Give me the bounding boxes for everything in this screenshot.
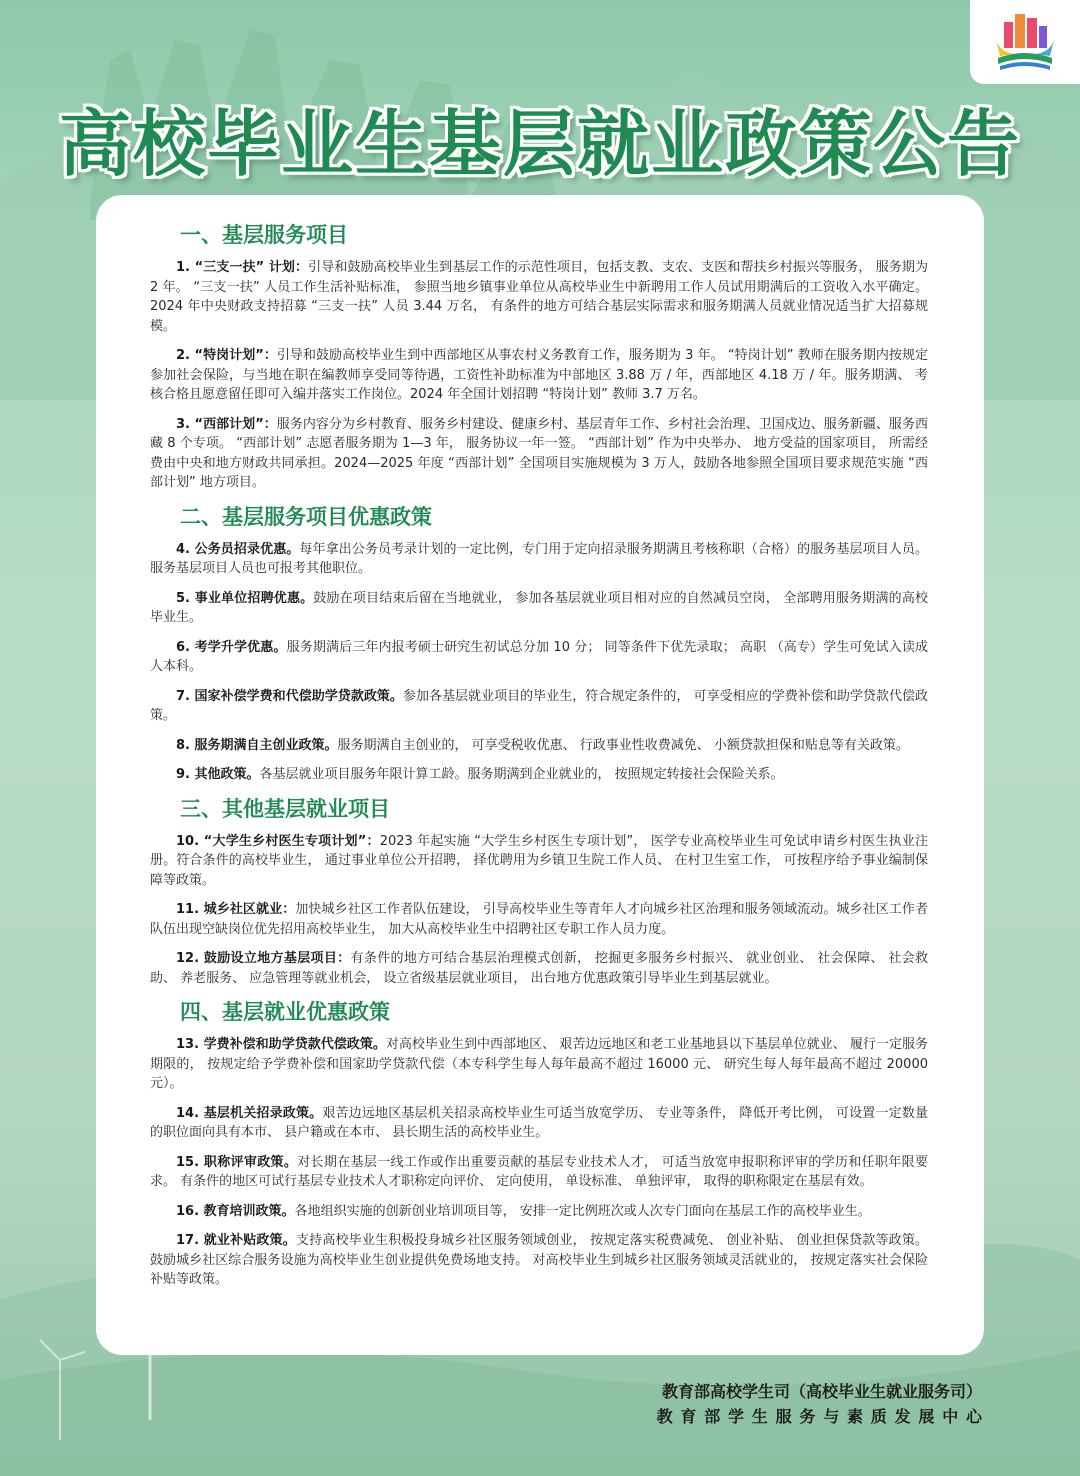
- item-lead: 1. “三支一扶” 计划：: [176, 260, 309, 275]
- policy-item: [150, 415, 928, 493]
- item-text: 每年拿出公务员考录计划的一定比例，专门用于定向招录服务期满且考核称职（合格）的服务基层项目人员。服务基层项目人员也可报考其他职位。: [150, 541, 928, 576]
- item-text: 服务内容分为乡村教育、服务乡村建设、健康乡村、基层青年工作、乡村社会治理、卫国戍边、服务新疆、服务西藏 8 个专项。 “西部计划” 志愿者服务期为 1—3 年， 服务协议一年一签。 “西部计划” 作为中央举办、 地方受益的国家项目， 所需经费由中央和地方财政共同承担。2024—2025 年度 “西部计划” 全国项目实施规模为 3 万人，鼓励各地参照全国项目要求规范实施 “西部计划” 地方项目。: [150, 416, 928, 490]
- logo-badge: [970, 0, 1080, 84]
- section: [150, 795, 928, 989]
- policy-item: [150, 258, 928, 336]
- item-lead: 6. 考学升学优惠。: [176, 639, 287, 655]
- policy-item: [150, 832, 928, 891]
- item-lead: 17. 就业补贴政策。: [176, 1233, 296, 1248]
- item-text: 参加各基层就业项目的毕业生，符合规定条件的， 可享受相应的学费补偿和助学贷款代偿政策。: [150, 688, 928, 723]
- item-text: 服务期满自主创业的， 可享受税收优惠、 行政事业性收费减免、 小额贷款担保和贴息等有关政策。: [337, 737, 909, 753]
- policy-item: [150, 1153, 928, 1192]
- section: [150, 998, 928, 1290]
- item-lead: 2. “特岗计划”：: [176, 348, 277, 363]
- item-text: 服务期满后三年内报考硕士研究生初试总分加 10 分； 同等条件下优先录取； 高职 （高专）学生可免试入读成人本科。: [150, 639, 928, 674]
- policy-item: [150, 900, 928, 939]
- item-lead: 8. 服务期满自主创业政策。: [176, 737, 338, 753]
- page-title: 高校毕业生基层就业政策公告: [58, 101, 1021, 186]
- section-title: 一、基层服务项目: [180, 223, 348, 247]
- issuer-line-1: 教育部高校学生司（高校毕业生就业服务司）: [661, 1382, 982, 1401]
- item-lead: 15. 职称评审政策。: [176, 1154, 298, 1170]
- policy-item: [150, 765, 928, 785]
- item-lead: 5. 事业单位招聘优惠。: [176, 590, 314, 606]
- policy-item: [150, 589, 928, 628]
- policy-item: [150, 346, 928, 405]
- item-text: 有条件的地方可结合基层治理模式创新， 挖掘更多服务乡村振兴、 就业创业、 社会保障、 社会救助、 养老服务、 应急管理等就业机会， 设立省级基层就业项目， 出台地方优惠政策引导毕业生到基层就业。: [150, 951, 929, 986]
- issuer-footer: [656, 1380, 990, 1430]
- item-text: 对高校毕业生到中西部地区、 艰苦边远地区和老工业基地县以下基层单位就业、 履行一定服务期限的， 按规定给予学费补偿和国家助学贷款代偿（本专科学生每人每年最高不超过 16000 元、 研究生每人每年最高不超过 20000 元）。: [150, 1037, 929, 1091]
- policy-item: [150, 1035, 928, 1094]
- item-text: 引导和鼓励高校毕业生到中西部地区从事农村义务教育工作，服务期为 3 年。 “特岗计划” 教师在服务期内按规定参加社会保险，与当地在职在编教师享受同等待遇，工资性补助标准为中部地区 3.88 万 / 年，西部地区 4.18 万 / 年。服务期满、 考核合格且愿意留任即可入编并落实工作岗位。2024 年全国计划招聘 “特岗计划” 教师 3.7 万名。: [150, 348, 928, 402]
- policy-item: [150, 638, 928, 677]
- section-title: 四、基层就业优惠政策: [180, 1000, 390, 1024]
- item-lead: 13. 学费补偿和助学贷款代偿政策。: [176, 1037, 386, 1052]
- policy-item: [150, 540, 928, 579]
- policy-item: [150, 1104, 928, 1143]
- item-text: 2023 年起实施 “大学生乡村医生专项计划”， 医学专业高校毕业生可免试申请乡村医生执业注册。符合条件的高校毕业生， 通过事业单位公开招聘， 择优聘用为乡镇卫生院工作人员、 在村卫生室工作， 可按程序给予事业编制保障等政策。: [150, 833, 928, 888]
- policy-item: [150, 736, 928, 756]
- item-text: 各基层就业项目服务年限计算工龄。服务期满到企业就业的， 按照规定转接社会保险关系。: [259, 767, 784, 782]
- item-text: 引导和鼓励高校毕业生到基层工作的示范性项目，包括支教、支农、支医和帮扶乡村振兴等服务， 服务期为 2 年。 “三支一扶” 人员工作生活补贴标准， 参照当地乡镇事业单位从高校毕业生中新聘用工作人员试用期满后的工资收入水平确定。2024 年中央财政支持招募 “三支一扶” 人员 3.44 万名， 有条件的地方可结合基层实际需求和服务期满人员就业情况适当扩大招募规模。: [150, 260, 929, 334]
- section-title: 二、基层服务项目优惠政策: [180, 504, 432, 529]
- item-text: 加快城乡社区工作者队伍建设， 引导高校毕业生等青年人才向城乡社区治理和服务领域流动。城乡社区工作者队伍出现空缺岗位优先招用高校毕业生， 加大从高校毕业生中招聘社区专职工作人员力度。: [150, 902, 928, 937]
- item-text: 支持高校毕业生积极投身城乡社区服务领域创业， 按规定落实税费减免、 创业补贴、 创业担保贷款等政策。 鼓励城乡社区综合服务设施为高校毕业生创业提供免费场地支持。 对高校毕业生到城乡社区服务领域灵活就业的， 按规定落实社会保险补贴等政策。: [150, 1233, 928, 1287]
- section: [150, 503, 928, 785]
- item-lead: 7. 国家补偿学费和代偿助学贷款政策。: [176, 688, 403, 704]
- item-lead: 10. “大学生乡村医生专项计划”：: [176, 833, 380, 849]
- item-text: 鼓励在项目结束后留在当地就业， 参加各基层就业项目相对应的自然减员空岗， 全部聘用服务期满的高校毕业生。: [150, 590, 929, 625]
- section-title: 三、其他基层就业项目: [180, 796, 390, 821]
- policy-item: [150, 1231, 928, 1290]
- city-logo-icon: [970, 0, 1080, 84]
- section: [150, 221, 928, 493]
- item-lead: 4. 公务员招录优惠。: [176, 541, 300, 557]
- policy-item: [150, 687, 928, 726]
- policy-item: [150, 949, 928, 988]
- item-lead: 16. 教育培训政策。: [176, 1203, 295, 1219]
- item-text: 对长期在基层一线工作或作出重要贡献的基层专业技术人才， 可适当放宽申报职称评审的学历和任职年限要求。 有条件的地区可试行基层专业技术人才职称定向评价、 定向使用， 单设标准、 单独评审， 取得的职称限定在基层有效。: [150, 1154, 928, 1189]
- item-lead: 3. “西部计划”：: [176, 416, 277, 432]
- issuer-line-2: 教育部学生服务与素质发展中心: [656, 1407, 990, 1426]
- item-lead: 14. 基层机关招录政策。: [176, 1105, 323, 1121]
- item-lead: 11. 城乡社区就业：: [176, 902, 296, 917]
- content-card: [96, 195, 984, 1355]
- item-text: 各地组织实施的创新创业培训项目等， 安排一定比例班次或人次专门面向在基层工作的高校毕业生。: [294, 1203, 871, 1219]
- item-lead: 12. 鼓励设立地方基层项目：: [176, 951, 351, 966]
- policy-item: [150, 1202, 928, 1222]
- item-lead: 9. 其他政策。: [176, 767, 260, 782]
- item-text: 艰苦边远地区基层机关招录高校毕业生可适当放宽学历、 专业等条件， 降低开考比例， 可设置一定数量的职位面向具有本市、 县户籍或在本市、 县长期生活的高校毕业生。: [150, 1105, 928, 1140]
